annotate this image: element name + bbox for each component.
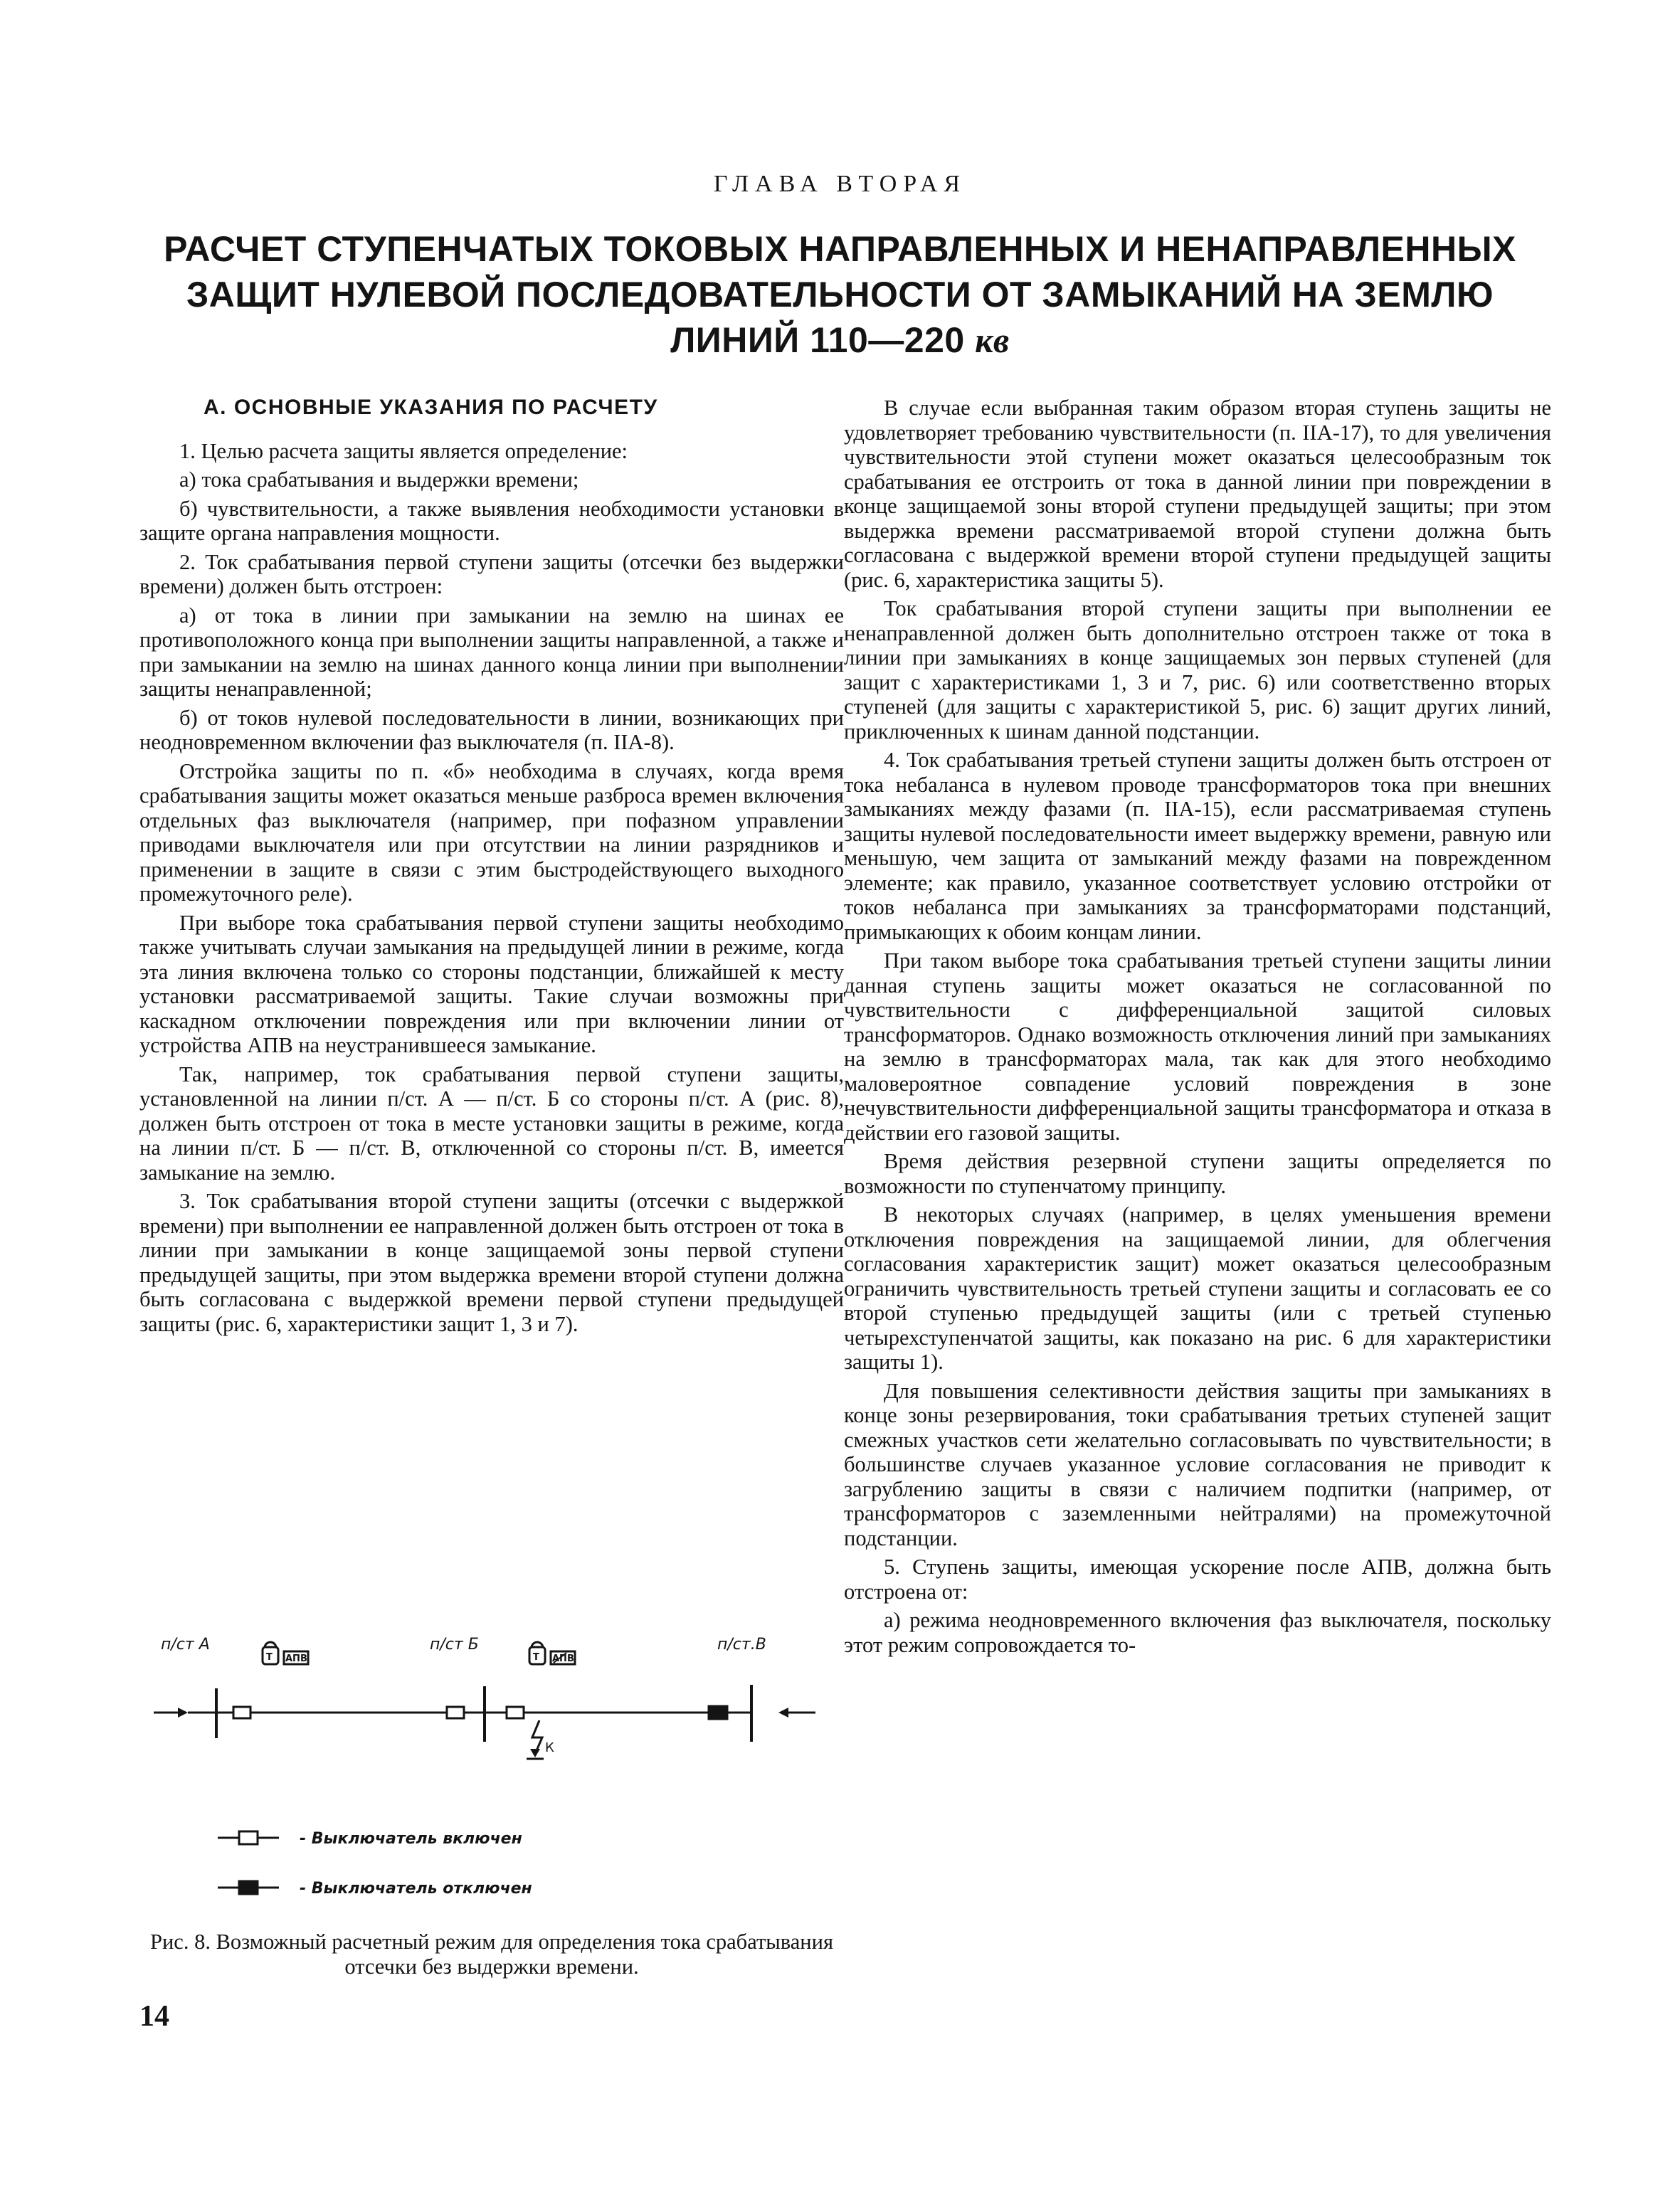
apv-box-icon (284, 1651, 308, 1664)
title-line-3-text: ЛИНИЙ 110—220 (670, 320, 965, 360)
apv-box-icon (551, 1651, 575, 1664)
paragraph: б) чувствительности, а также выявления необходимости установки в защите органа направления мощности. (139, 496, 844, 545)
title-line-1: РАСЧЕТ СТУПЕНЧАТЫХ ТОКОВЫХ НАПРАВЛЕННЫХ И НЕНАПРАВЛЕННЫХ (164, 229, 1516, 269)
paragraph: а) от тока в линии при замыкании на землю на шинах ее противоположного конца при выполнении защиты направленной, а также и при замыкании на землю на шинах данного конца линии при выполнении защиты ненаправленной; (139, 603, 844, 701)
arrow-right-icon (778, 1708, 815, 1718)
breaker-closed-icon (447, 1707, 464, 1718)
left-column (139, 396, 844, 1340)
paragraph: Время действия резервной ступени защиты определяется по возможности по ступенчатому принципу. (844, 1149, 1551, 1198)
title-line-3 (85, 317, 1595, 363)
breaker-closed-icon (239, 1831, 258, 1844)
title-unit: кв (975, 320, 1010, 360)
relay-t-icon (529, 1642, 545, 1664)
breaker-open-icon (709, 1706, 727, 1719)
figure-caption: Рис. 8. Возможный расчетный режим для определения тока срабатывания отсечки без выдержки времени. (150, 1930, 833, 1979)
chapter-heading: ГЛАВА ВТОРАЯ (713, 171, 967, 197)
paragraph: Для повышения селективности действия защиты при замыканиях в конце зоны резервирования, токи срабатывания третьих ступеней защит смежных участков сети желательно согласовывать по чувствительности; в большинстве случаев указанное условие согласования не приводит к загрублению защиты в связи с наличием подпитки (например, от трансформаторов с заземленными нейтралями) на промежуточной подстанции. (844, 1378, 1551, 1550)
figure-8-diagram (139, 1622, 844, 1928)
paragraph: а) тока срабатывания и выдержки времени; (179, 467, 579, 492)
paragraph: Отстройка защиты по п. «б» необходима в случаях, когда время срабатывания защиты может оказаться меньше разброса времен включения отдельных фаз выключателя (например, при пофазном управлении приводами выключателя или при отсутствии на линии разрядников и применении в защите в связи с этим быстродействующего выходного промежуточного реле). (139, 758, 844, 906)
paragraph: 2. Ток срабатывания первой ступени защиты (отсечки без выдержки времени) должен быть отстроен: (139, 549, 844, 598)
paragraph: Так, например, ток срабатывания первой ступени защиты, установленной на линии п/ст. А — п/ст. Б со стороны п/ст. А (рис. 8), должен быть отстроен от тока в месте установки защиты в режиме, когда на линии п/ст. Б — п/ст. В, отключенной со стороны п/ст. В, имеется замыкание на землю. (139, 1062, 844, 1185)
network-diagram (139, 1622, 844, 1928)
paragraph: Ток срабатывания второй ступени защиты при выполнении ее ненаправленной должен быть дополнительно отстроен также от тока в линии при замыканиях в конце защищаемых зон первых ступеней (для защит с характеристиками 1, 3 и 7, рис. 6) или соответственно вторых ступеней (для защиты с характеристикой 5, рис. 6) защит других линий, приключенных к шинам данной подстанции. (844, 596, 1551, 744)
paragraph: При таком выборе тока срабатывания третьей ступени защиты линии данная ступень защиты может оказаться не согласованной по чувствительности с дифференциальной защитой силовых трансформаторов. Однако возможность отключения линий при замыканиях на землю в трансформаторах мала, так как для этого необходимо маловероятное совпадение условий повреждения в зоне нечувствительности дифференциальной защиты трансформатора и отказа в действии его газовой защиты. (844, 948, 1551, 1145)
svg-text:Т: Т (533, 1652, 539, 1663)
breaker-closed-icon (507, 1707, 524, 1718)
svg-text:АПВ: АПВ (552, 1654, 574, 1664)
paragraph: 3. Ток срабатывания второй ступени защиты (отсечки с выдержкой времени) при выполнении ее направленной должен быть отстроен от тока в линии при замыкании в конце защищаемой зоны первой ступени предыдущей защиты, при этом выдержка времени второй ступени должна быть согласована с выдержкой времени первой ступени предыдущей защиты (рис. 6, характеристики защит 1, 3 и 7). (139, 1189, 844, 1336)
ground-fault-icon (527, 1720, 554, 1759)
breaker-open-icon (239, 1881, 258, 1894)
paragraph: В некоторых случаях (например, в целях уменьшения времени отключения повреждения на защищаемой линии, для облегчения согласования характеристик защит) может оказаться целесообразным ограничить чувствительность третьей ступени защиты и согласовать ее со второй ступенью предыдущей защиты (или с третьей ступенью четырехступенчатой защиты, как показано на рис. 6 для характеристики защиты 1). (844, 1202, 1551, 1374)
fault-label: К (545, 1740, 554, 1755)
title-line-2: ЗАЩИТ НУЛЕВОЙ ПОСЛЕДОВАТЕЛЬНОСТИ ОТ ЗАМЫКАНИЙ НА ЗЕМЛЮ (186, 275, 1494, 314)
paragraph: При выборе тока срабатывания первой ступени защиты необходимо также учитывать случаи замыкания на предыдущей линии в режиме, когда эта линия включена только со стороны подстанции, ближайшей к месту установки рассматриваемой защиты. Такие случаи возможны при каскадном отключении повреждения или при включении линии от устройства АПВ на неустранившееся замыкание. (139, 910, 844, 1057)
substation-c-label: п/ст.В (717, 1636, 766, 1654)
arrow-left-icon (154, 1708, 188, 1718)
page-number: 14 (139, 2000, 169, 2033)
substation-a-label: п/ст А (161, 1636, 210, 1654)
section-title: А. ОСНОВНЫЕ УКАЗАНИЯ ПО РАСЧЕТУ (204, 396, 658, 419)
legend-closed (218, 1830, 522, 1848)
paragraph: 5. Ступень защиты, имеющая ускорение после АПВ, должна быть отстроена от: (844, 1555, 1551, 1604)
paragraph: а) режима неодновременного включения фаз выключателя, поскольку этот режим сопровождается то- (844, 1608, 1551, 1657)
paragraph: б) от токов нулевой последовательности в линии, возникающих при неодновременном включении фаз выключателя (п. IIA-8). (139, 705, 844, 754)
legend-open (218, 1880, 532, 1898)
page-title (85, 226, 1595, 363)
paragraph: В случае если выбранная таким образом вторая ступень защиты не удовлетворяет требованию чувствительности (п. IIA-17), то для увеличения чувствительности этой ступени может оказаться целесообразным ток срабатывания ее отстроить от тока в данной линии при повреждении в конце защищаемой зоны второй ступени предыдущей защиты; при этом выдержка времени рассматриваемой второй ступени должна быть согласована с выдержкой времени второй ступени предыдущей защиты (рис. 6, характеристика защиты 5). (844, 396, 1551, 592)
legend-closed-label: - Выключатель включен (300, 1830, 522, 1848)
svg-text:Т: Т (266, 1652, 273, 1663)
breaker-closed-icon (233, 1707, 250, 1718)
svg-text:АПВ: АПВ (285, 1654, 307, 1664)
legend-open-label: - Выключатель отключен (300, 1880, 532, 1898)
relay-t-icon (263, 1642, 278, 1664)
paragraph: 4. Ток срабатывания третьей ступени защиты должен быть отстроен от тока небаланса в нулевом проводе трансформаторов тока при внешних замыканиях между фазами (п. IIA-15), если рассматриваемая ступень защиты нулевой последовательности имеет выдержку времени, равную или меньшую, чем защита от замыканий между фазами на поврежденном элементе; как правило, указанное соответствует условию отстройки от токов небаланса при замыканиях за трансформаторами подстанций, примыкающих к обоим концам линии. (844, 748, 1551, 944)
paragraph: 1. Целью расчета защиты является определение: (179, 438, 628, 463)
right-column (844, 396, 1551, 1661)
substation-b-label: п/ст Б (430, 1636, 479, 1654)
